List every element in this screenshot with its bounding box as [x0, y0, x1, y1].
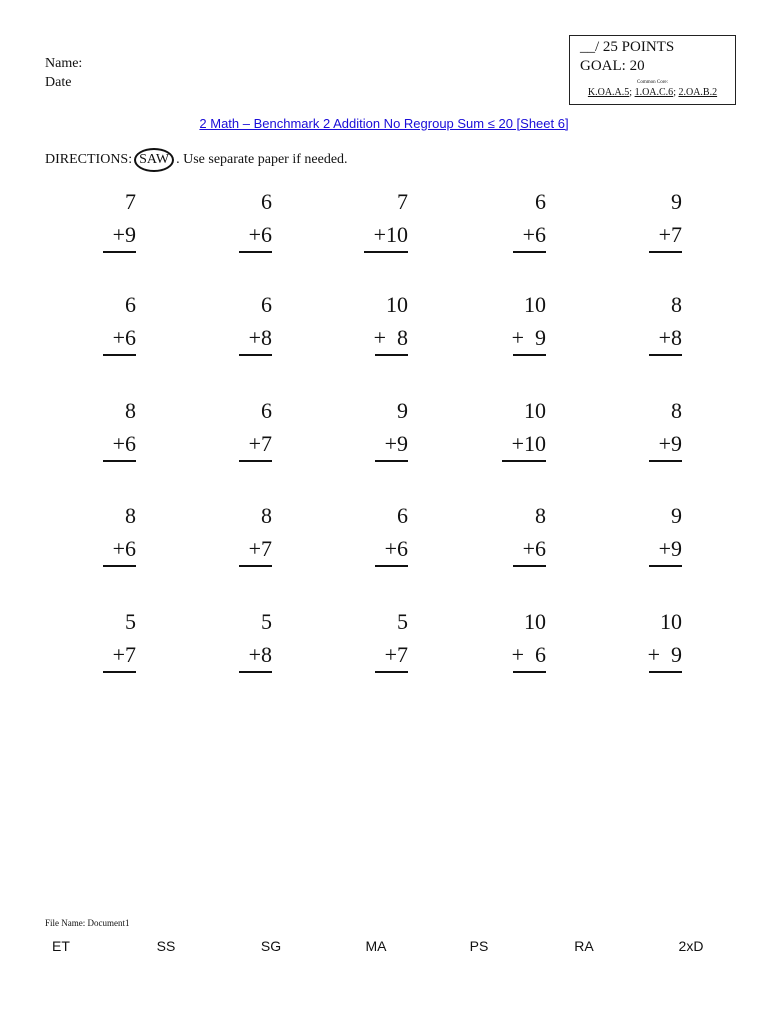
addend-top: 8 [125, 398, 136, 423]
addition-problem [318, 293, 408, 359]
addend-top: 10 [524, 398, 546, 423]
sum-line [375, 460, 408, 462]
sum-line [649, 460, 682, 462]
addend-bottom: +9 [112, 222, 136, 247]
common-core-label: Common Core: [637, 80, 668, 85]
addend-top: 5 [261, 609, 272, 634]
addition-problem [592, 293, 682, 359]
addend-bottom: +9 [658, 536, 682, 561]
addend-bottom: +6 [112, 431, 136, 456]
addition-problem [182, 190, 272, 256]
addend-top: 5 [125, 609, 136, 634]
addition-problem [46, 504, 136, 570]
sum-line [239, 460, 272, 462]
sum-line [649, 565, 682, 567]
standard-link[interactable]: 2.OA.B.2 [678, 87, 718, 98]
footer-label: MA [365, 938, 387, 954]
addend-bottom: +9 [384, 431, 408, 456]
sum-line [649, 251, 682, 253]
footer-label: RA [574, 938, 594, 954]
addition-problem [46, 190, 136, 256]
sum-line [513, 354, 546, 356]
addend-bottom: +6 [112, 325, 136, 350]
sum-line [239, 671, 272, 673]
addend-bottom: + 9 [647, 642, 682, 667]
addition-problem [182, 610, 272, 676]
addition-problem [456, 504, 546, 570]
addition-problem [456, 190, 546, 256]
addend-top: 5 [397, 609, 408, 634]
addition-problem [592, 610, 682, 676]
addend-bottom: +6 [522, 222, 546, 247]
addend-top: 6 [261, 292, 272, 317]
date-label: Date [45, 75, 72, 90]
sum-line [103, 671, 136, 673]
sum-line [239, 251, 272, 253]
addition-problem [592, 190, 682, 256]
saw-circled-text: SAW [134, 148, 174, 172]
sum-line [649, 671, 682, 673]
addend-top: 10 [660, 609, 682, 634]
sheet-title[interactable]: 2 Math – Benchmark 2 Addition No Regroup Sum ≤ 20 [Sheet 6] [199, 116, 569, 131]
addend-top: 8 [261, 503, 272, 528]
sum-line [364, 251, 408, 253]
addend-bottom: +10 [511, 431, 546, 456]
addend-top: 6 [397, 503, 408, 528]
standard-link[interactable]: K.OA.A.5 [587, 87, 630, 98]
goal-text: GOAL: 20 [580, 58, 645, 74]
addition-problem [182, 399, 272, 465]
addend-top: 8 [125, 503, 136, 528]
sum-line [375, 565, 408, 567]
addend-top: 6 [261, 189, 272, 214]
addend-bottom: + 6 [511, 642, 546, 667]
sum-line [375, 671, 408, 673]
addition-problem [318, 190, 408, 256]
addition-problem [456, 293, 546, 359]
addend-top: 8 [671, 398, 682, 423]
sum-line [513, 251, 546, 253]
sum-line [513, 565, 546, 567]
sum-line [649, 354, 682, 356]
common-core-standards: K.OA.A.5; 1.OA.C.6; 2.OA.B.2 [587, 87, 718, 98]
addition-problem [456, 610, 546, 676]
addend-top: 7 [125, 189, 136, 214]
sum-line [502, 460, 546, 462]
sum-line [103, 251, 136, 253]
addend-top: 9 [397, 398, 408, 423]
sum-line [103, 565, 136, 567]
addition-problem [46, 610, 136, 676]
addition-problem [46, 399, 136, 465]
addend-bottom: +8 [248, 325, 272, 350]
addend-bottom: +6 [248, 222, 272, 247]
footer-label: SG [260, 938, 282, 954]
addition-problem [182, 293, 272, 359]
addend-top: 6 [535, 189, 546, 214]
addend-bottom: +8 [248, 642, 272, 667]
addend-bottom: + 9 [511, 325, 546, 350]
addend-bottom: +10 [373, 222, 408, 247]
addend-bottom: +6 [384, 536, 408, 561]
addend-top: 8 [535, 503, 546, 528]
addend-top: 9 [671, 189, 682, 214]
addend-bottom: +7 [248, 536, 272, 561]
addition-problem [46, 293, 136, 359]
footer-label: ET [52, 938, 70, 954]
points-text: __/ 25 POINTS [580, 39, 675, 55]
addend-top: 6 [261, 398, 272, 423]
addend-bottom: +6 [522, 536, 546, 561]
name-label: Name: [45, 56, 83, 71]
addition-problem [318, 610, 408, 676]
addend-bottom: + 8 [373, 325, 408, 350]
addend-bottom: +9 [658, 431, 682, 456]
addend-bottom: +7 [658, 222, 682, 247]
directions-label: DIRECTIONS: [45, 152, 133, 167]
footer-label: SS [156, 938, 176, 954]
directions [45, 148, 348, 172]
directions-text: . Use separate paper if needed. [176, 152, 348, 167]
addend-bottom: +7 [384, 642, 408, 667]
addend-top: 10 [524, 292, 546, 317]
addition-problem [592, 399, 682, 465]
addition-problem [318, 504, 408, 570]
addend-top: 8 [671, 292, 682, 317]
addend-top: 10 [524, 609, 546, 634]
addend-top: 6 [125, 292, 136, 317]
sum-line [239, 565, 272, 567]
sum-line [513, 671, 546, 673]
addend-bottom: +7 [112, 642, 136, 667]
addend-top: 10 [386, 292, 408, 317]
points-box [569, 35, 736, 105]
sum-line [103, 460, 136, 462]
addend-top: 9 [671, 503, 682, 528]
addend-bottom: +6 [112, 536, 136, 561]
addend-bottom: +7 [248, 431, 272, 456]
addition-problem [318, 399, 408, 465]
sum-line [239, 354, 272, 356]
sum-line [375, 354, 408, 356]
addend-bottom: +8 [658, 325, 682, 350]
addition-problem [456, 399, 546, 465]
footer-label: PS [469, 938, 489, 954]
sum-line [103, 354, 136, 356]
standard-link[interactable]: 1.OA.C.6 [634, 87, 674, 98]
addition-problem [592, 504, 682, 570]
addend-top: 7 [397, 189, 408, 214]
footer-label: 2xD [678, 938, 704, 954]
file-name: File Name: Document1 [45, 918, 130, 928]
addition-problem [182, 504, 272, 570]
